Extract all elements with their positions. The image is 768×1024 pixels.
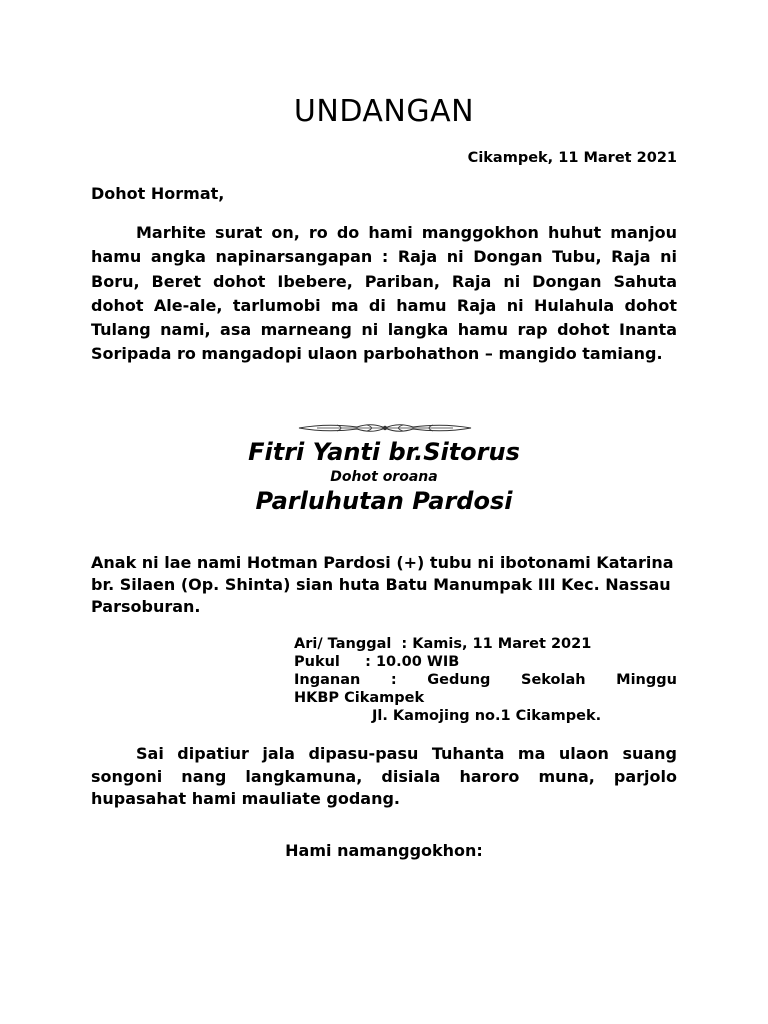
event-details [294,635,677,725]
place-colon: : [390,672,397,688]
closing-signature-line: Hami namanggokhon: [285,841,483,860]
place-label: Inganan [294,672,361,688]
ornament-divider-icon [297,421,473,435]
place-word: Sekolah [521,672,586,688]
event-time-line: Pukul : 10.00 WIB [294,654,460,670]
parents-paragraph: Anak ni lae nami Hotman Pardosi (+) tubu ni ibotonami Katarina br. Silaen (Op. Shinta) sian huta Batu Manumpak III Kec. Nassau Parsoburan. [91,553,674,616]
greeting: Dohot Hormat, [91,184,225,203]
event-place-line2: HKBP Cikampek [294,690,425,706]
conjunction-text: Dohot oroana [330,469,438,485]
document-title: UNDANGAN [293,94,475,129]
bride-name: Fitri Yanti br.Sitorus [248,438,520,466]
blessing-paragraph: Sai dipatiur jala dipasu-pasu Tuhanta ma ulaon suang songoni nang langkamuna, disiala haroro muna, parjolo hupasahat hami mauliate godang. [91,744,677,808]
event-date-line: Ari/ Tanggal : Kamis, 11 Maret 2021 [294,636,592,652]
groom-name: Parluhutan Pardosi [255,487,513,515]
event-address: Jl. Kamojing no.1 Cikampek. [372,708,602,724]
place-word: Gedung [427,672,491,688]
event-place-line [294,671,677,689]
intro-paragraph: Marhite surat on, ro do hami manggokhon huhut manjou hamu angka napinarsangapan : Raja ni Dongan Tubu, Raja ni Boru, Beret dohot Ibebere, Pariban, Raja ni Dongan Sahuta dohot Ale-ale, tarlumobi ma di hamu Raja ni Hulahula dohot Tulang nami, asa marneang ni langka hamu rap dohot Inanta Soripada ro mangadopi ulaon parbohathon – mangido tamiang. [91,223,677,364]
letter-date: Cikampek, 11 Maret 2021 [467,150,677,166]
place-word: Minggu [616,672,677,688]
